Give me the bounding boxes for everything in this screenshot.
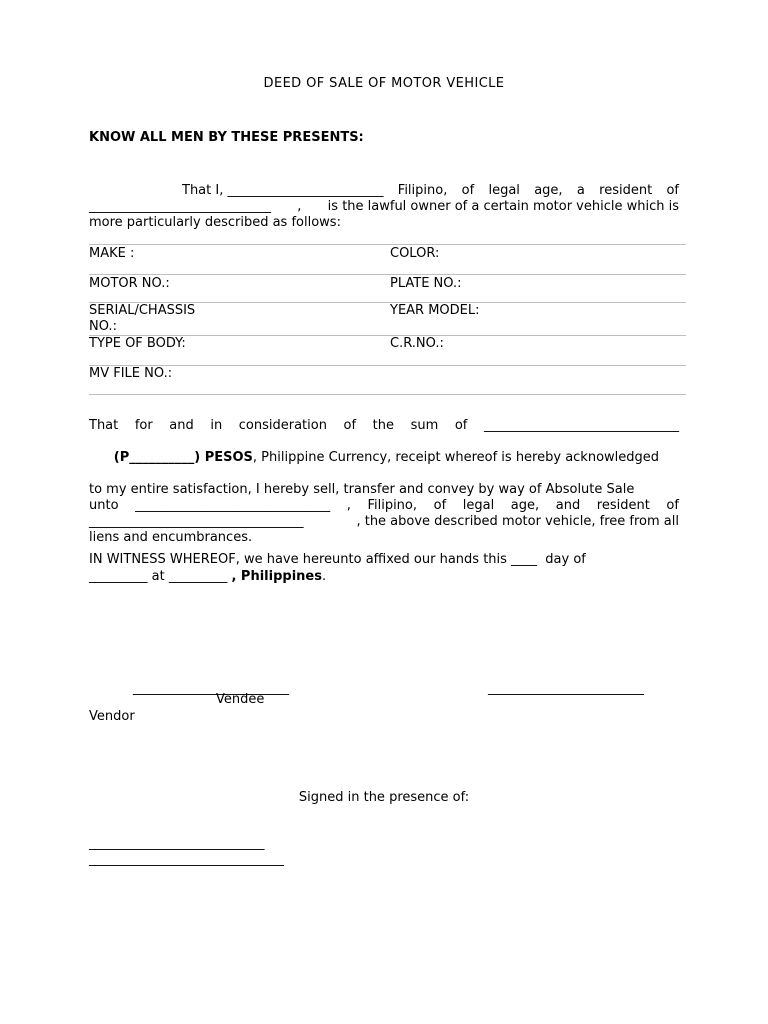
- witness-signature-line-2: ______________________________: [89, 852, 284, 867]
- word: of: [461, 183, 475, 198]
- vendee-residence-blank: _________________________________: [89, 514, 304, 529]
- word: of: [666, 498, 679, 513]
- witness-signature-line-1: ___________________________: [89, 836, 265, 851]
- serial-chassis-line-1: SERIAL/CHASSIS: [89, 303, 196, 318]
- word: ,: [346, 498, 351, 513]
- word: sum: [410, 418, 439, 433]
- word: Filipino,: [367, 498, 418, 513]
- presence-label: Signed in the presence of:: [298, 790, 470, 805]
- table-row: [89, 275, 686, 303]
- word: in: [210, 418, 223, 433]
- word: for: [134, 418, 153, 433]
- sum-blank: ______________________________: [483, 418, 679, 433]
- year-model-label: YEAR MODEL:: [390, 303, 480, 318]
- word: of: [666, 183, 679, 198]
- owner-paragraph: [89, 183, 679, 231]
- plate-no-label: PLATE NO.:: [390, 276, 462, 291]
- consideration-line-3: [89, 482, 679, 498]
- consideration-line-4: [89, 498, 679, 514]
- word: That: [89, 418, 119, 433]
- pesos-amount: (P__________) PESOS: [113, 450, 253, 465]
- cr-no-label: C.R.NO.:: [390, 336, 444, 351]
- word: ,: [297, 199, 302, 214]
- owner-line-3: more particularly described as follows:: [89, 215, 341, 230]
- word: and: [555, 498, 581, 513]
- consideration-paragraph: [89, 418, 679, 546]
- word: legal: [488, 183, 520, 198]
- vendee-label: Vendee: [216, 692, 265, 707]
- make-label: MAKE :: [89, 246, 135, 261]
- text: .: [321, 569, 327, 584]
- mv-file-no-label: MV FILE NO.:: [89, 366, 173, 381]
- word: unto: [89, 498, 119, 513]
- word: of: [343, 418, 357, 433]
- word: a: [576, 183, 585, 198]
- text: , Philippine Currency, receipt whereof is hereby acknowledged: [252, 450, 660, 465]
- witness-line-1: IN WITNESS WHEREOF, we have hereunto affixed our hands this ____ day of: [89, 552, 586, 567]
- intro-heading: KNOW ALL MEN BY THESE PRESENTS:: [89, 130, 364, 145]
- word: the: [372, 418, 394, 433]
- word: legal: [462, 498, 495, 513]
- residence-blank: ____________________________: [89, 199, 271, 214]
- word: resident: [596, 498, 650, 513]
- word: consideration: [238, 418, 327, 433]
- text: , the above described motor vehicle, free from all: [356, 514, 679, 529]
- serial-chassis-label: [89, 303, 390, 336]
- philippines-text: , Philippines: [231, 569, 322, 584]
- signature-line-right: ________________________: [488, 681, 644, 696]
- word: of: [454, 418, 468, 433]
- consideration-line-6: liens and encumbrances.: [89, 530, 253, 545]
- word: Filipino,: [397, 183, 448, 198]
- word: is the lawful owner of a certain motor vehicle which is: [327, 199, 679, 214]
- table-row: [89, 366, 686, 395]
- document-title: DEED OF SALE OF MOTOR VEHICLE: [263, 76, 505, 91]
- date-place-blanks: _________ at _________: [89, 569, 232, 584]
- word: age,: [510, 498, 540, 513]
- word: age,: [534, 183, 563, 198]
- consideration-line-5: [89, 514, 679, 530]
- owner-line-2: [89, 199, 679, 215]
- motor-no-label: MOTOR NO.:: [89, 276, 170, 291]
- consideration-line-2: [89, 434, 679, 482]
- owner-line-1: [89, 183, 679, 199]
- text: to my entire satisfaction, I hereby sell, transfer and convey by way of Absolute Sale: [89, 482, 635, 497]
- empty-cell: [390, 366, 686, 395]
- word: of: [433, 498, 447, 513]
- vehicle-details-table: [89, 244, 686, 395]
- word: and: [169, 418, 194, 433]
- consideration-line-1: [89, 418, 679, 434]
- vendor-label: Vendor: [89, 709, 135, 724]
- type-of-body-label: TYPE OF BODY:: [89, 336, 186, 351]
- serial-chassis-line-2: NO.:: [89, 319, 117, 334]
- color-label: COLOR:: [390, 246, 440, 261]
- vendee-name-blank: ______________________________: [135, 498, 331, 513]
- owner-name-blank: That I, ________________________: [182, 183, 384, 198]
- table-row: [89, 303, 686, 336]
- word: resident: [599, 183, 653, 198]
- table-row: [89, 245, 686, 275]
- table-row: [89, 336, 686, 366]
- signature-line-left: ________________________: [133, 681, 289, 696]
- witness-line-2: [89, 569, 326, 585]
